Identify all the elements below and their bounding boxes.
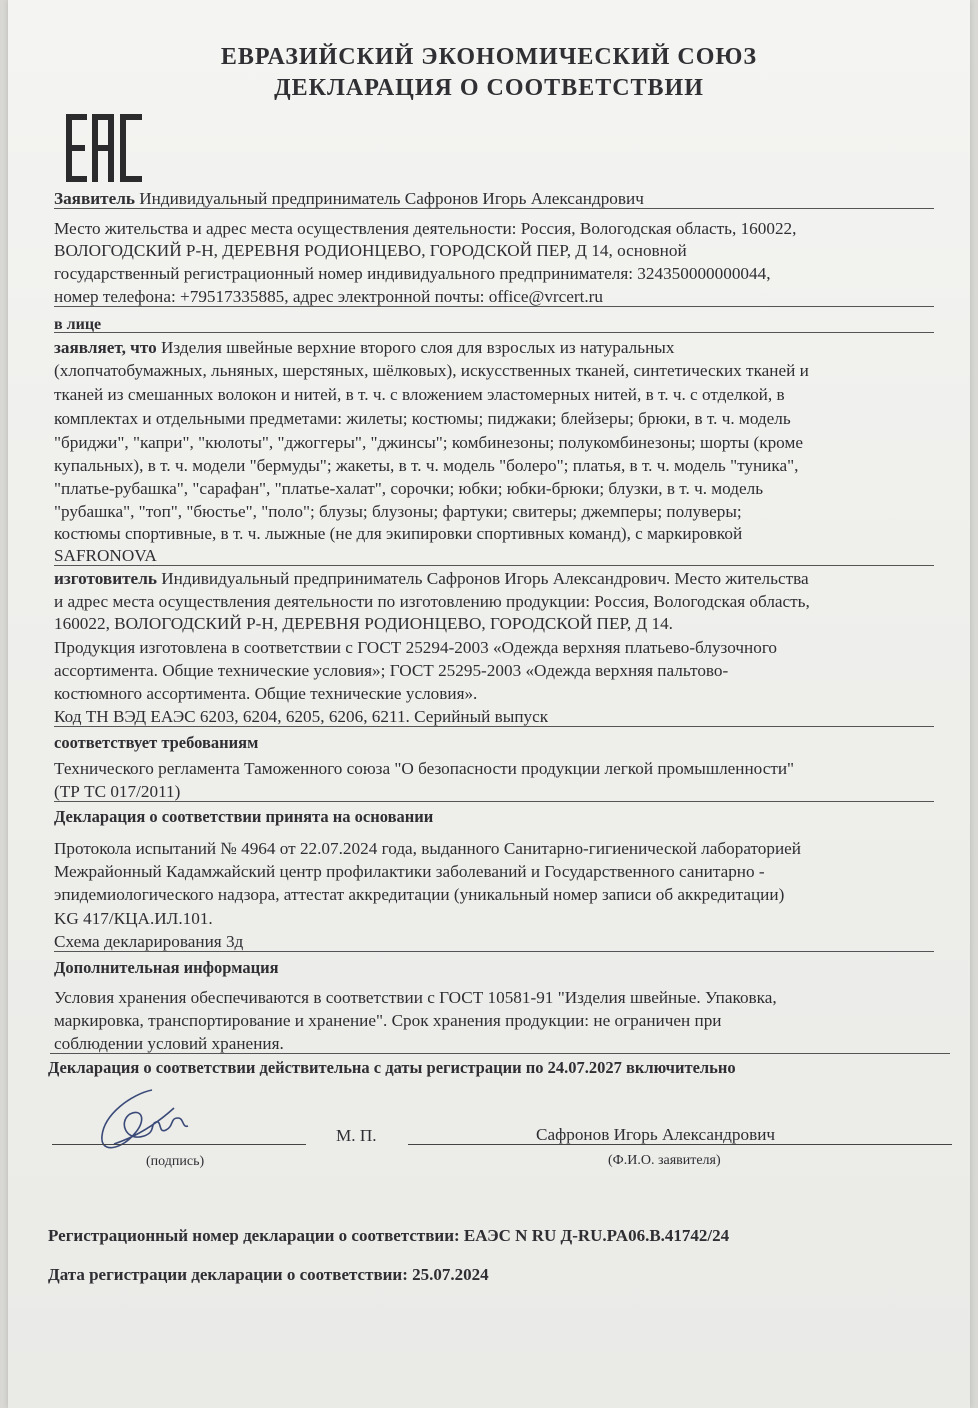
applicant-value: Индивидуальный предприниматель Сафронов Игорь Александрович xyxy=(139,189,644,208)
registration-date: Дата регистрации декларации о соответствии: 25.07.2024 xyxy=(48,1265,489,1284)
document-sheet xyxy=(8,0,970,1408)
declares-text-line: (хлопчатобумажных, льняных, шерстяных, шёлковых), искусственных тканей, синтетических тканей и xyxy=(54,361,809,380)
manufacturer-text-line: Продукция изготовлена в соответствии с ГОСТ 25294-2003 «Одежда верхняя платьево-блузочного xyxy=(54,638,778,657)
additional-label: Дополнительная информация xyxy=(54,958,279,977)
divider xyxy=(54,208,934,209)
requirements-text-line: Технического регламента Таможенного союза "О безопасности продукции легкой промышленности" xyxy=(54,759,795,778)
basis-text-line: KG 417/КЦА.ИЛ.101. xyxy=(54,909,213,928)
divider xyxy=(54,306,934,307)
signature-caption: (подпись) xyxy=(146,1154,205,1169)
basis-text-line: Протокола испытаний № 4964 от 22.07.2024 года, выданного Санитарно-гигиенической лабораторией xyxy=(54,839,801,858)
applicant-address-line: ВОЛОГОДСКИЙ Р-Н, ДЕРЕВНЯ РОДИОНЦЕВО, ГОРОДСКОЙ ПЕР, Д 14, основной xyxy=(54,241,687,260)
registration-number: Регистрационный номер декларации о соответствии: ЕАЭС N RU Д-RU.PA06.B.41742/24 xyxy=(48,1226,730,1245)
applicant-label: Заявитель xyxy=(54,189,135,208)
document-title: ДЕКЛАРАЦИЯ О СООТВЕТСТВИИ xyxy=(274,75,704,101)
in-person-label: в лице xyxy=(54,316,102,333)
applicant-address-line: Место жительства и адрес места осуществления деятельности: Россия, Вологодская область, 160022, xyxy=(54,219,797,238)
divider xyxy=(54,951,934,952)
declares-text-line: комплектах и отдельными предметами: жилеты; костюмы; пиджаки; блейзеры; брюки, в т. ч. модель xyxy=(54,409,791,428)
declares-line xyxy=(54,337,674,358)
applicant-address-line: номер телефона: +79517335885, адрес электронной почты: office@vrcert.ru xyxy=(54,287,604,306)
manufacturer-text-line: костюмного ассортимента. Общие технические условия». xyxy=(54,684,478,703)
divider xyxy=(54,332,934,333)
declares-label: заявляет, что xyxy=(54,338,157,357)
manufacturer-line xyxy=(54,568,809,589)
applicant-name: Сафронов Игорь Александрович xyxy=(536,1125,776,1144)
basis-text-line: эпидемиологического надзора, аттестат аккредитации (уникальный номер записи об аккредитации) xyxy=(54,885,785,904)
hs-code-line: Код ТН ВЭД ЕАЭС 6203, 6204, 6205, 6206, 6211. Серийный выпуск xyxy=(54,707,549,726)
declares-text-line: купальных), в т. ч. модели "бермуды"; жакеты, в т. ч. модель "болеро"; платья, в т. ч. модель "туника", xyxy=(54,456,799,475)
eac-logo-icon xyxy=(64,112,144,184)
declares-text-line: "бриджи", "капри", "кюлоты", "джоггеры", "джинсы"; комбинезоны; полукомбинезоны; шорты (кроме xyxy=(54,433,803,452)
manufacturer-text-line: 160022, ВОЛОГОДСКИЙ Р-Н, ДЕРЕВНЯ РОДИОНЦЕВО, ГОРОДСКОЙ ПЕР, Д 14. xyxy=(54,614,673,633)
declares-text-line: костюмы спортивные, в т. ч. лыжные (не для экипировки спортивных команд), с маркировкой xyxy=(54,524,743,543)
document-header-union: ЕВРАЗИЙСКИЙ ЭКОНОМИЧЕСКИЙ СОЮЗ xyxy=(220,44,758,70)
divider xyxy=(50,1053,950,1054)
requirements-text-line: (ТР ТС 017/2011) xyxy=(54,782,181,801)
validity-line: Декларация о соответствии действительна с даты регистрации по 24.07.2027 включительно xyxy=(48,1058,736,1077)
applicant-line xyxy=(54,188,644,209)
declares-text-line: "рубашка", "топ", "бюстье", "поло"; блузы; блузоны; фартуки; свитеры; джемперы; полуверы; xyxy=(54,502,742,521)
manufacturer-text: Индивидуальный предприниматель Сафронов Игорь Александрович. Место жительства xyxy=(156,569,809,588)
declares-text-line: тканей из смешанных волокон и нитей, в т. ч. с вложением эластомерных нитей, в т. ч. с отделкой, в xyxy=(54,385,785,404)
divider xyxy=(54,801,934,802)
requirements-label: соответствует требованиям xyxy=(54,733,259,752)
applicant-address-line: государственный регистрационный номер индивидуального предпринимателя: 324350000000044, xyxy=(54,264,771,283)
additional-text-line: маркировка, транспортирование и хранение". Срок хранения продукции: не ограничен при xyxy=(54,1011,722,1030)
manufacturer-text-line: ассортимента. Общие технические условия»; ГОСТ 25295-2003 «Одежда верхняя пальтово- xyxy=(54,661,729,680)
basis-text-line: Межрайонный Кадамжайский центр профилактики заболеваний и Государственного санитарно - xyxy=(54,862,765,881)
manufacturer-label: изготовитель xyxy=(54,569,157,588)
divider xyxy=(54,565,934,566)
scheme-line: Схема декларирования 3д xyxy=(54,932,244,951)
declares-text-line: "платье-рубашка", "сарафан", "платье-халат", сорочки; юбки; юбки-брюки; блузки, в т. ч. модель xyxy=(54,479,764,498)
basis-label: Декларация о соответствии принята на основании xyxy=(54,807,434,826)
manufacturer-text-line: и адрес места осуществления деятельности по изготовлению продукции: Россия, Вологодская область, xyxy=(54,592,810,611)
divider xyxy=(54,726,934,727)
additional-text-line: Условия хранения обеспечиваются в соответствии с ГОСТ 10581-91 "Изделия швейные. Упаковка, xyxy=(54,988,777,1007)
name-caption: (Ф.И.О. заявителя) xyxy=(608,1153,721,1168)
signature-line xyxy=(52,1144,306,1145)
declares-text-line: SAFRONOVA xyxy=(54,546,157,565)
stamp-label: М. П. xyxy=(336,1126,377,1145)
additional-text-line: соблюдении условий хранения. xyxy=(54,1034,284,1053)
declares-text: Изделия швейные верхние второго слоя для взрослых из натуральных xyxy=(156,338,675,357)
